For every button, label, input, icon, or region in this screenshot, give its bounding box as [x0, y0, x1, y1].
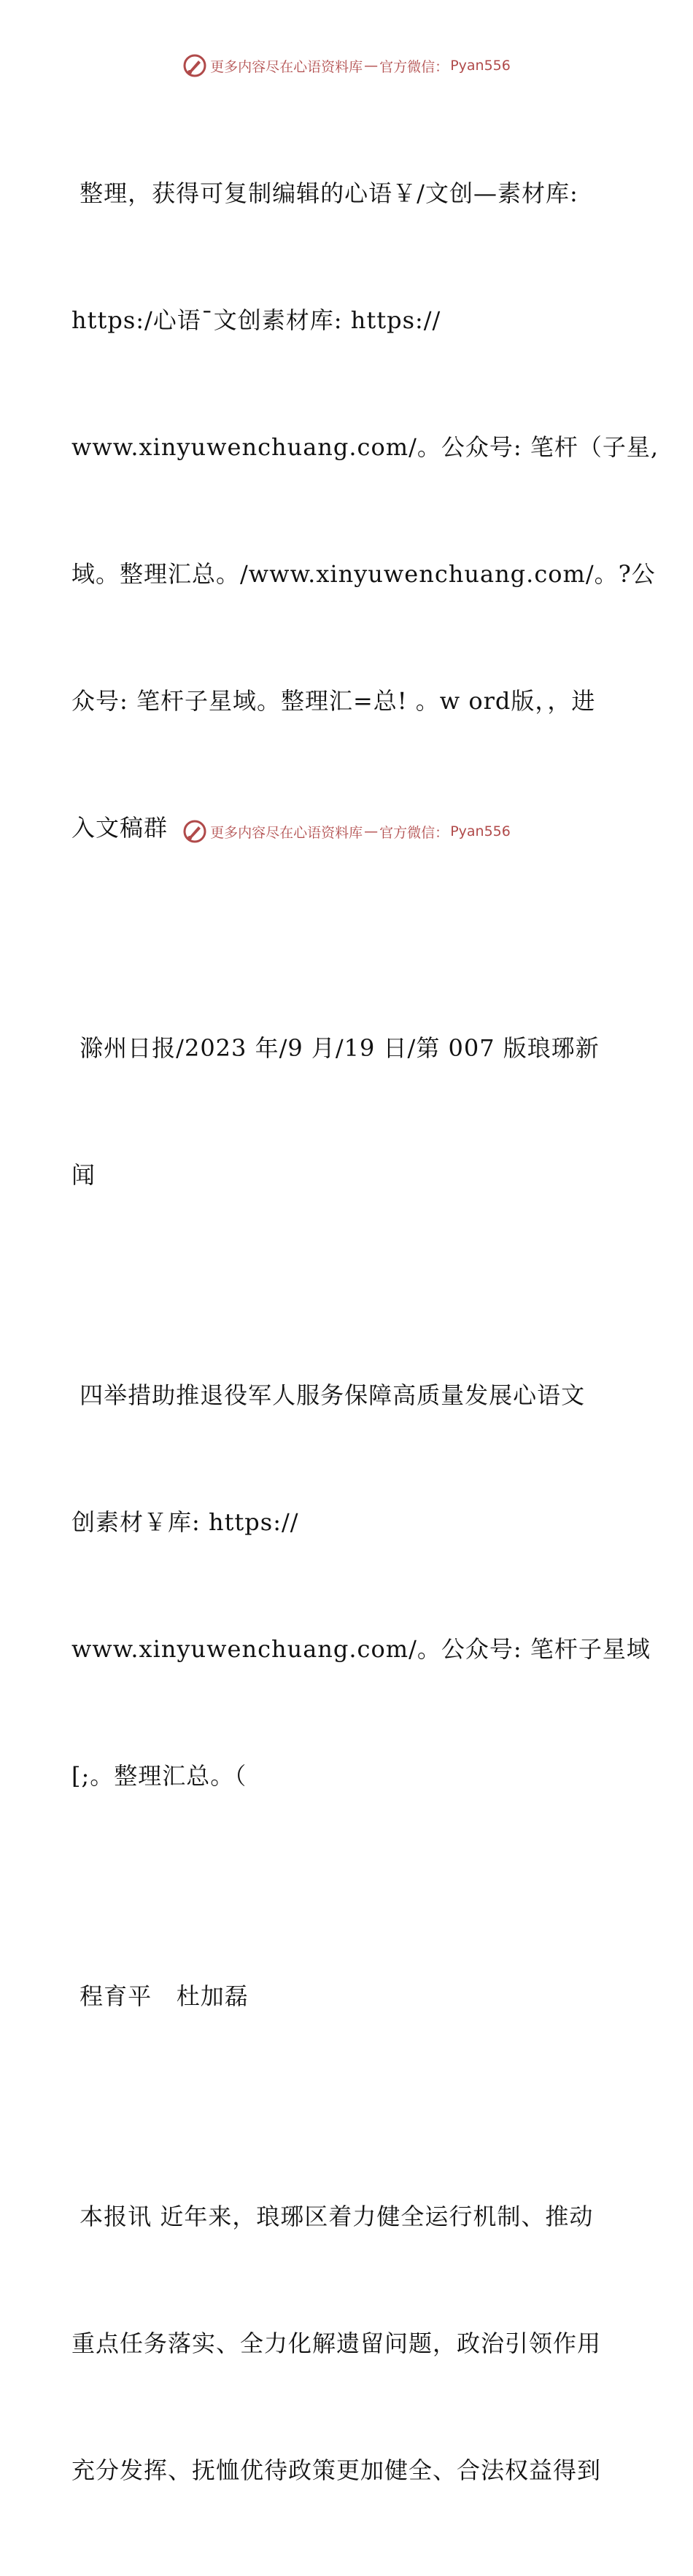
text-line: 闻 — [71, 1161, 96, 1189]
text-line: 域。整理汇总。/www.xinyuwenchuang.com/。?公 — [71, 560, 656, 588]
brush-logo-icon — [182, 53, 207, 78]
text-line: www.xinyuwenchuang.com/。公众号: 笔杆子星域 — [71, 1635, 651, 1663]
banner-separator: — — [364, 58, 379, 74]
text-line: https:/心语¯文创素材库: https:// — [71, 306, 441, 334]
text-line: 滁州日报/2023 年/9 月/19 日/第 007 版琅琊新 — [71, 1034, 600, 1062]
header-banner — [0, 51, 693, 80]
text-line: 整理，获得可复制编辑的心语￥/文创—素材库: — [71, 179, 578, 207]
banner-text: 更多内容尽在心语资料库 — [210, 58, 363, 75]
paragraph-intro — [71, 88, 659, 934]
text-line: 重点任务落实、全力化解遗留问题，政治引领作用 — [71, 2329, 602, 2357]
text-line: 程育平 杜加磊 — [71, 1982, 249, 2010]
banner-text: 更多内容尽在心语资料库 — [210, 824, 363, 841]
text-line: 创素材￥库: https:// — [71, 1508, 299, 1536]
footer-banner — [0, 817, 693, 846]
text-line: 众号: 笔杆子星域。整理汇=总! 。w ord版，，进 — [71, 687, 596, 715]
text-line: [;。整理汇总。（ — [71, 1762, 247, 1790]
banner-handle: Pyan556 — [450, 823, 511, 839]
paragraph-authors — [71, 1890, 626, 2102]
text-line: 充分发挥、抚恤优待政策更加健全、合法权益得到 — [71, 2456, 602, 2484]
text-line: 本报讯 近年来，琅琊区着力健全运行机制、推动 — [71, 2203, 594, 2230]
banner-handle: Pyan556 — [450, 58, 511, 74]
banner-suffix: 官方微信： — [379, 58, 449, 75]
banner-separator: — — [364, 823, 379, 839]
banner-suffix: 官方微信： — [379, 824, 449, 841]
paragraph-headline — [71, 1289, 651, 1882]
paragraph-source — [71, 942, 626, 1281]
text-line: 四举措助推退役军人服务保障高质量发展心语文 — [71, 1381, 586, 1409]
text-line: www.xinyuwenchuang.com/。公众号: 笔杆（子星, — [71, 433, 659, 461]
paragraph-article — [71, 2111, 626, 2576]
text-line: 入文稿群 — [71, 814, 169, 842]
brush-logo-icon — [182, 819, 207, 844]
document-body — [71, 88, 659, 2576]
